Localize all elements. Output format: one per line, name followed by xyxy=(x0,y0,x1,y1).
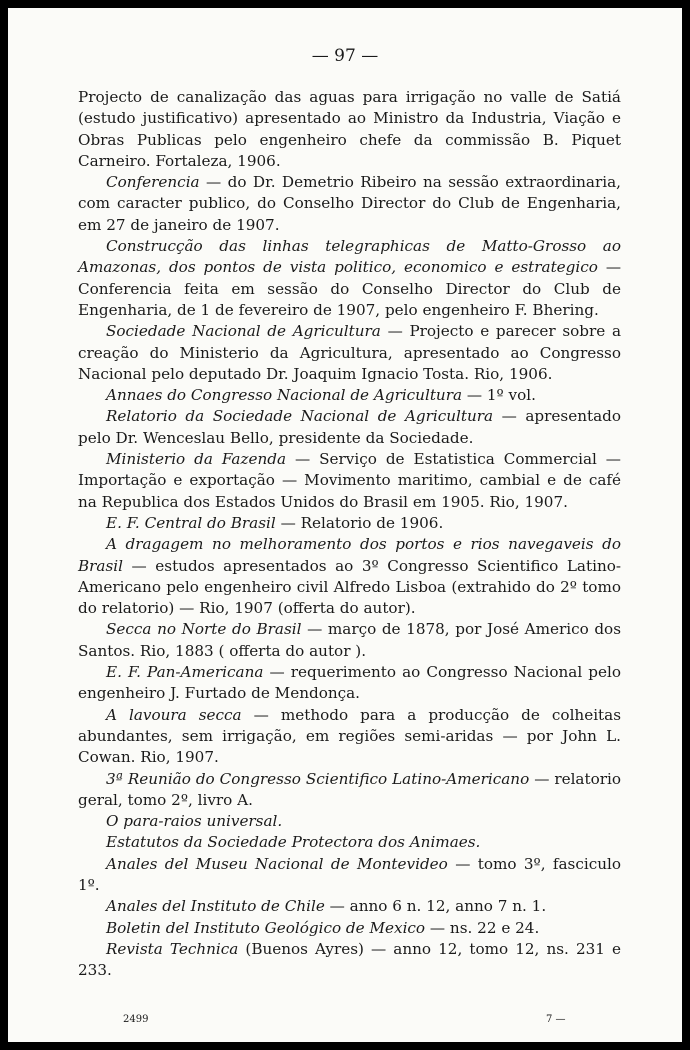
entry-title: Annaes do Congresso Nacional de Agricultura xyxy=(106,386,463,405)
bibliography-entry xyxy=(78,385,621,406)
entry-title: Conferencia xyxy=(106,173,200,192)
entry-text: — tomo 3º, fasciculo 1º. xyxy=(78,854,621,894)
entry-title: Sociedade Nacional de Agricultura xyxy=(106,322,381,341)
bibliography-entry xyxy=(78,172,621,236)
entry-text: — Relatorio de 1906. xyxy=(280,513,444,532)
entry-title: E. F. Central do Brasil xyxy=(106,513,276,532)
bibliography-entry xyxy=(78,406,621,449)
entry-title: Anales del Instituto de Chile xyxy=(106,897,325,916)
bibliography-entry xyxy=(78,918,621,939)
entry-title: Estatutos da Sociedade Protectora dos Animaes. xyxy=(106,833,481,852)
entry-title: Ministerio da Fazenda xyxy=(106,450,286,469)
bibliography-entry xyxy=(78,619,621,662)
entry-title: Secca no Norte do Brasil xyxy=(106,620,302,639)
bibliography-entry xyxy=(78,939,621,982)
entry-text: — Serviço de Estatistica Commercial — Importação e exportação — Movimento maritimo, cambial e de café na Republica dos Estados Unidos do Brasil em 1905. Rio, 1907. xyxy=(78,450,621,511)
entry-title: Construcção das linhas telegraphicas de Matto-Grosso ao Amazonas, dos pontos de vista politico, economico e estrategico xyxy=(78,237,621,277)
bibliography-entry xyxy=(78,513,621,534)
bibliography-entry xyxy=(78,769,621,812)
entry-title: Boletin del Instituto Geológico de Mexico xyxy=(106,918,426,937)
footer-page-mark: 7 — xyxy=(546,1014,566,1025)
bibliography-entry xyxy=(78,321,621,385)
entry-text: — relatorio geral, tomo 2º, livro A. xyxy=(78,769,621,809)
page-header: — 97 — xyxy=(311,46,379,66)
entry-text: — estudos apresentados ao 3º Congresso Scientifico Latino-Americano pelo engenheiro civil Alfredo Lisboa (extrahido do 2º tomo do relatorio) — Rio, 1907 (offerta do autor). xyxy=(78,556,622,618)
entry-text: (Buenos Ayres) — anno 12, tomo 12, ns. 231 e 233. xyxy=(78,939,621,980)
document-page xyxy=(8,8,682,1042)
bibliography-entry xyxy=(78,896,621,917)
entry-text: — anno 6 n. 12, anno 7 n. 1. xyxy=(329,897,547,916)
entry-text: Projecto de canalização das aguas para irrigação no valle de Satiá (estudo justificativo) apresentado ao Ministro da Industria, Viação e Obras Publicas pelo engenheiro chefe da commissão B. Piquet Carneiro. Fortaleza, 1906. xyxy=(78,88,621,170)
entry-title: E. F. Pan-Americana xyxy=(106,663,264,682)
entry-text: — março de 1878, por José Americo dos Santos. Rio, 1883 ( offerta do autor ). xyxy=(78,620,621,660)
entry-text: — Projecto e parecer sobre a creação do Ministerio da Agricultura, apresentado ao Congresso Nacional pelo deputado Dr. Joaquim Ignacio Tosta. Rio, 1906. xyxy=(78,322,621,383)
bibliography-entry xyxy=(78,87,621,172)
entry-title: Relatorio da Sociedade Nacional de Agricultura xyxy=(106,407,494,426)
bibliography-entry xyxy=(78,449,621,513)
entry-text: — do Dr. Demetrio Ribeiro na sessão extraordinaria, com caracter publico, do Conselho Director do Club de Engenharia, em 27 de janeiro de 1907. xyxy=(78,173,621,234)
bibliography-entry xyxy=(78,534,621,619)
bibliography-entry xyxy=(78,705,621,769)
entry-text: — 1º vol. xyxy=(466,386,536,405)
entry-title: Revista Technica xyxy=(106,939,239,958)
bibliography-entry xyxy=(78,662,621,705)
entry-text: — methodo para a producção de colheitas abundantes, sem irrigação, em regiões semi-aridas — por John L. Cowan. Rio, 1907. xyxy=(78,705,621,767)
bibliography-entry xyxy=(78,236,621,321)
entry-title: Anales del Museu Nacional de Montevideo xyxy=(106,854,448,873)
entry-title: 3ª Reunião do Congresso Scientifico Latino-Americano xyxy=(106,769,530,788)
bibliography-list xyxy=(78,87,621,981)
bibliography-entry xyxy=(78,854,621,897)
entry-title: A dragagem no melhoramento dos portos e rios navegaveis do Brasil xyxy=(78,535,621,575)
entry-text: — apresentado pelo Dr. Wenceslau Bello, presidente da Sociedade. xyxy=(78,407,621,447)
entry-text: — Conferencia feita em sessão do Conselho Director do Club de Engenharia, de 1 de fevereiro de 1907, pelo engenheiro F. Bhering. xyxy=(78,258,622,319)
bibliography-entry xyxy=(78,811,621,832)
bibliography-entry xyxy=(78,832,621,853)
entry-title: O para-raios universal. xyxy=(106,812,283,831)
entry-title: A lavoura secca xyxy=(106,705,242,724)
footer-signature: 2499 xyxy=(123,1014,149,1025)
entry-text: — requerimento ao Congresso Nacional pelo engenheiro J. Furtado de Mendonça. xyxy=(78,663,621,703)
entry-text: — ns. 22 e 24. xyxy=(429,918,540,937)
